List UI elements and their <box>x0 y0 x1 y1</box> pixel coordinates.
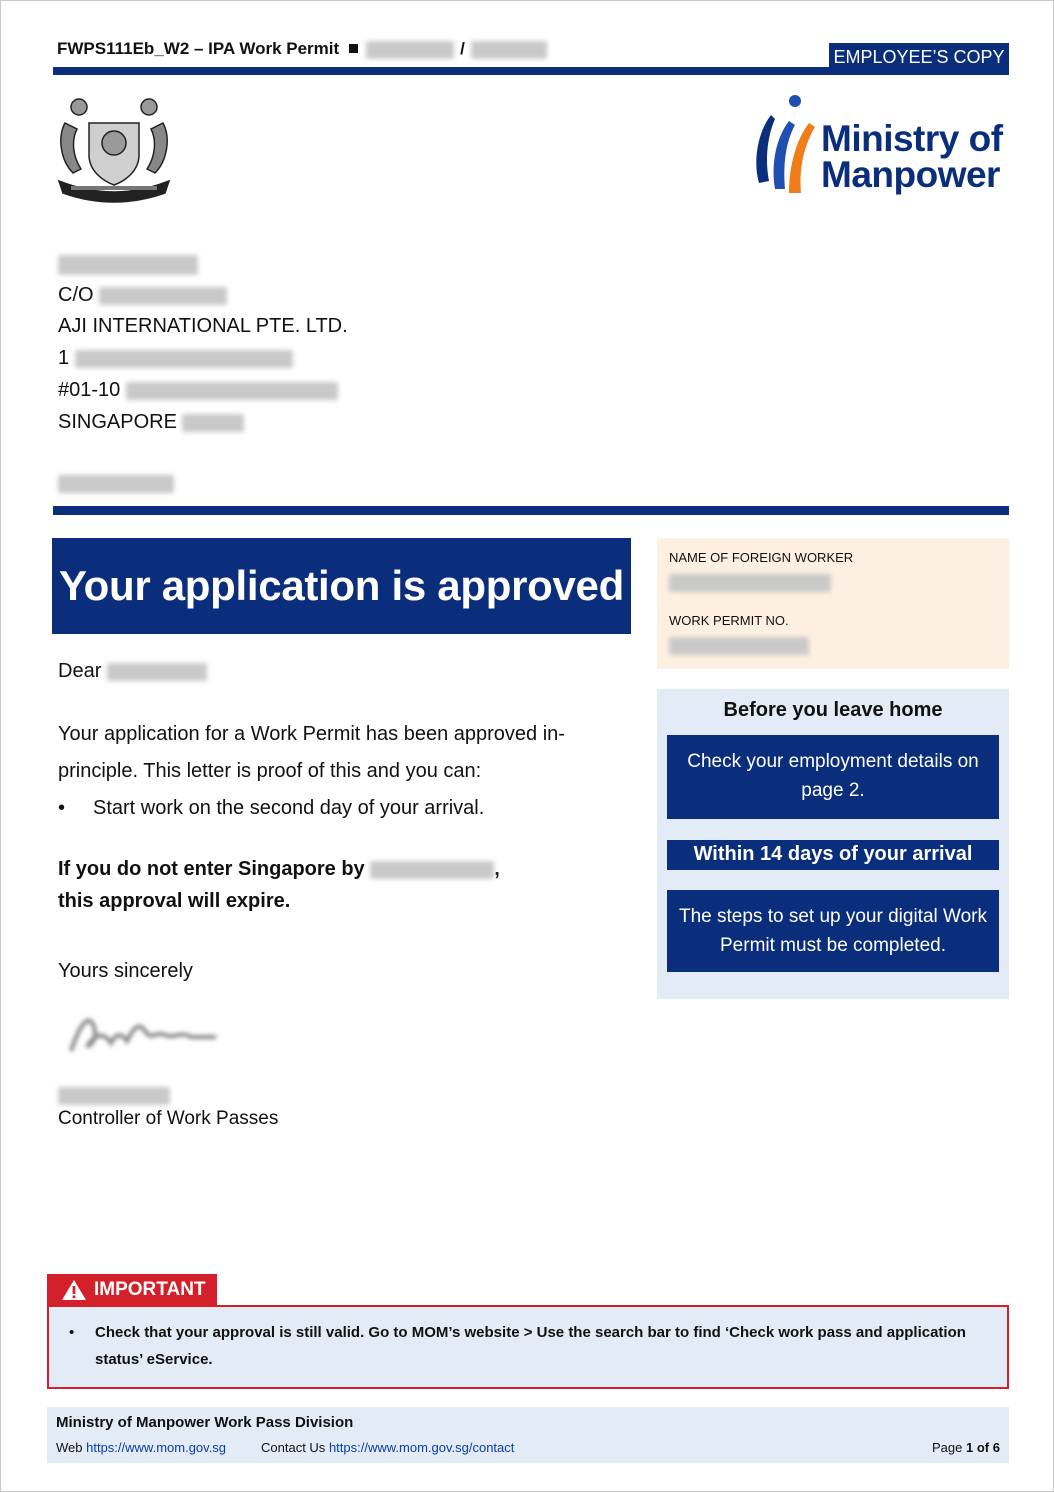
address-country <box>58 411 244 434</box>
expiry-text-2: this approval will expire. <box>58 890 291 912</box>
street-prefix: 1 <box>58 347 70 369</box>
redacted-street <box>75 350 293 368</box>
redacted-care-of <box>99 287 227 305</box>
salutation <box>58 653 598 690</box>
page-number <box>932 1440 1000 1455</box>
address-unit <box>58 379 338 402</box>
page-of: of <box>976 1440 990 1455</box>
country-prefix: SINGAPORE <box>58 411 177 433</box>
contact-link[interactable]: https://www.mom.gov.sg/contact <box>328 1440 515 1455</box>
footer-org: Ministry of Manpower Work Pass Division <box>56 1414 354 1431</box>
care-of-prefix: C/O <box>58 284 94 306</box>
header-rule <box>53 67 1009 75</box>
bullet-dot: • <box>58 797 66 819</box>
letter-date <box>58 475 174 493</box>
signature-icon <box>61 1001 231 1071</box>
footer <box>47 1407 1009 1463</box>
redacted-building <box>126 382 338 400</box>
web-label: Web <box>56 1440 83 1455</box>
redacted-first-name <box>107 663 207 681</box>
address-street <box>58 347 293 370</box>
form-ref-text: FWPS111Eb_W2 – IPA Work Permit <box>57 39 340 58</box>
address-company: AJI INTERNATIONAL PTE. LTD. <box>58 315 348 337</box>
redacted-ref-1 <box>366 41 454 59</box>
side-panel-title: Before you leave home <box>723 699 943 721</box>
important-tab <box>47 1274 217 1306</box>
employee-copy-badge: EMPLOYEE’S COPY <box>829 43 1009 71</box>
form-reference <box>57 39 547 59</box>
worker-info-box <box>657 538 1009 669</box>
check-details-box: Check your employment details on page 2. <box>667 735 999 819</box>
important-bullet: • <box>69 1324 75 1341</box>
approval-banner: Your application is approved <box>52 538 631 634</box>
logo-line-2: Manpower <box>821 154 1000 195</box>
expiry-warning <box>58 853 598 917</box>
footer-contact <box>261 1440 514 1455</box>
page-label: Page <box>932 1440 963 1455</box>
singapore-crest-icon <box>51 93 177 203</box>
contact-label: Contact Us <box>261 1440 326 1455</box>
warning-icon <box>61 1279 87 1301</box>
signatory-title: Controller of Work Passes <box>58 1108 279 1129</box>
permit-number-label: WORK PERMIT NO. <box>669 613 789 628</box>
closing: Yours sincerely <box>58 960 193 982</box>
logo-line-1: Ministry of <box>821 118 1003 159</box>
approval-paragraph: Your application for a Work Permit has been approved in-principle. This letter is proof of this and you can: <box>58 723 565 782</box>
page-total: 6 <box>992 1440 1000 1455</box>
worker-name-label: NAME OF FOREIGN WORKER <box>669 550 854 565</box>
mom-logo-text <box>821 118 1003 195</box>
within-14-days-box: Within 14 days of your arrival <box>667 840 999 870</box>
web-link[interactable]: https://www.mom.gov.sg <box>86 1440 227 1455</box>
bullet-item <box>58 790 598 827</box>
important-label: IMPORTANT <box>94 1279 206 1300</box>
square-bullet-icon <box>349 44 358 53</box>
footer-web <box>56 1440 226 1455</box>
digital-permit-box: The steps to set up your digital Work Permit must be completed. <box>667 890 999 972</box>
page-current: 1 <box>966 1440 974 1455</box>
before-you-leave-panel <box>657 689 1009 999</box>
address-care-of <box>58 284 227 307</box>
important-text: Check that your approval is still valid. Go to MOM’s website > Use the search bar to find ‘Check work pass and application status’ eService. <box>95 1324 966 1368</box>
worker-name-value <box>669 574 831 592</box>
recipient-name <box>58 253 198 276</box>
permit-number-value <box>669 637 809 655</box>
section-rule <box>53 506 1009 515</box>
redacted-ref-2 <box>471 41 547 59</box>
unit-prefix: #01-10 <box>58 379 121 401</box>
bullet-text: Start work on the second day of your arrival. <box>93 797 485 819</box>
expiry-text-1: If you do not enter Singapore by <box>58 858 365 880</box>
expiry-comma: , <box>494 858 500 880</box>
redacted-postal <box>182 414 244 432</box>
ref-separator: / <box>460 39 465 58</box>
important-box <box>47 1305 1009 1389</box>
salutation-text: Dear <box>58 660 102 682</box>
redacted-expiry-date <box>370 861 494 879</box>
